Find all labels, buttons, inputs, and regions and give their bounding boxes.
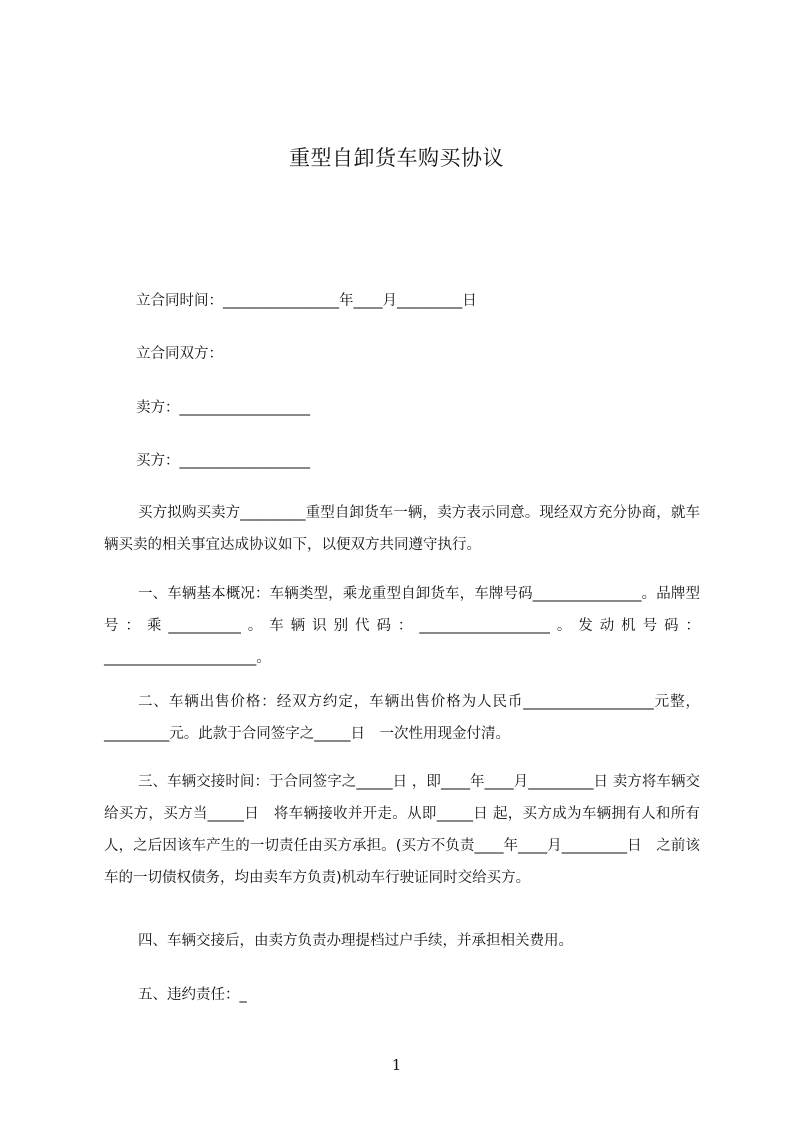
buyer-line: 买方：__________________ [136,453,310,469]
seller-line: 卖方：__________________ [136,400,310,416]
page-number: 1 [391,1056,402,1074]
parties-heading: 立合同双方： [136,346,223,362]
section-2-sale-price: 二、车辆出售价格：经双方约定，车辆出售价格为人民币__________________元整，_________元。此款于合同签字之_____日 一次性用现金付清。 [104,694,700,742]
contract-time-line: 立合同时间：________________年____月_________日 [136,293,477,309]
document-title: 重型自卸货车购买协议 [289,146,504,170]
section-3-handover-time: 三、车辆交接时间：于合同签字之_____日 ，即____年____月_________日 卖方将车辆交给买方，买方当_____日 将车辆接收并开走。从即_____日 起，买方成为车辆拥有人和所有人，之后因该车产生的一切责任由买方承担。(买方不负责____年____月_________日 之前该车的一切债权债务，均由卖车方负责)机动车行驶证同时交给买方。 [104,774,700,886]
section-5-breach-liability: 五、违约责任：_ [138,987,247,1003]
intro-paragraph: 买方拟购买卖方_________重型自卸货车一辆，卖方表示同意。现经双方充分协商，就车辆买卖的相关事宜达成协议如下，以便双方共同遵守执行。 [104,505,700,553]
section-1-vehicle-overview: 一、车辆基本概况：车辆类型，乘龙重型自卸货车，车牌号码_______________。品牌型号：乘__________。车辆识别代码：__________________。发动机号码：_____________________。 [104,586,700,666]
section-4-transfer-procedures: 四、车辆交接后，由卖方负责办理提档过户手续，并承担相关费用。 [138,933,573,949]
